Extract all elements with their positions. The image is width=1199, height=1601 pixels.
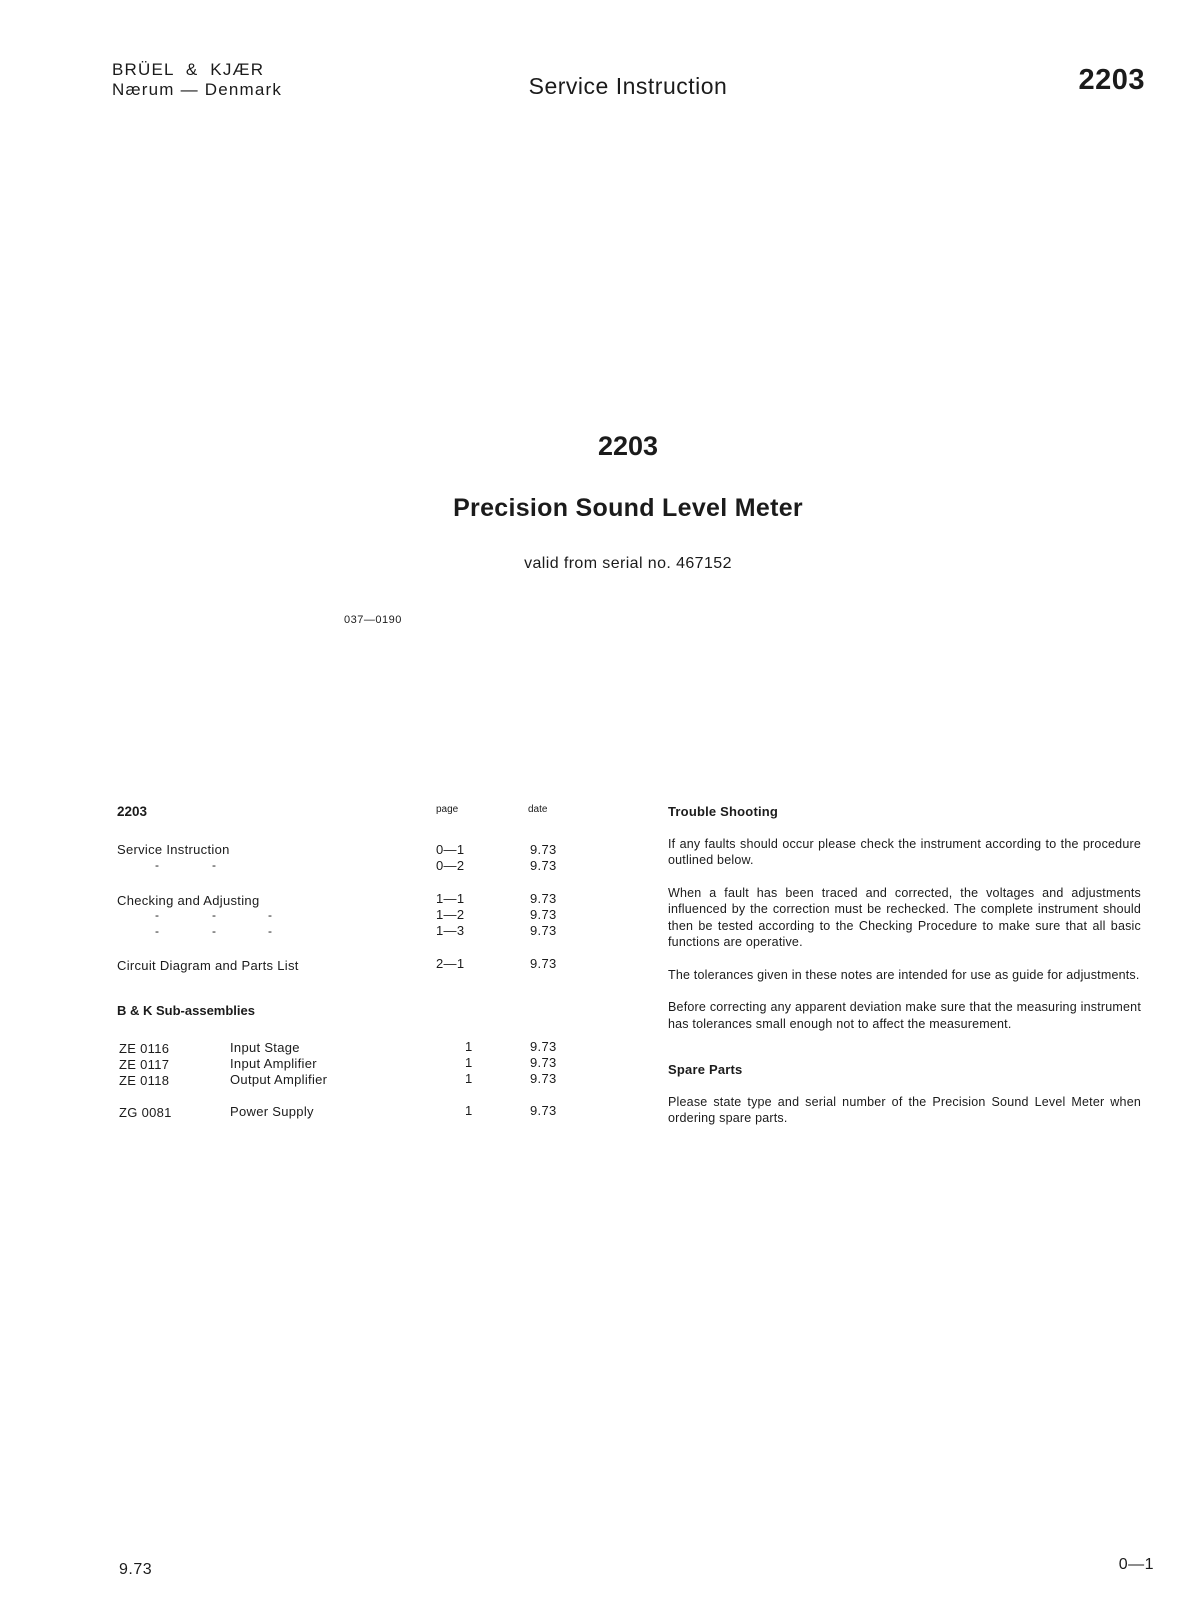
toc-page: 1—1: [436, 891, 465, 906]
toc-date: 9.73: [530, 1103, 557, 1118]
trouble-shooting-paragraph: If any faults should occur please check the instrument according to the procedure outlined below.: [668, 836, 1141, 867]
subassembly-name: Input Stage: [230, 1040, 300, 1055]
toc-date: 9.73: [530, 923, 557, 938]
toc-ditto-mark: -: [155, 858, 159, 872]
toc-page: 1: [465, 1103, 473, 1118]
serial-validity: valid from serial no. 467152: [524, 555, 732, 572]
toc-page: 1: [465, 1071, 473, 1086]
toc-col-page: page: [436, 804, 459, 815]
toc-item-checking-adjusting: Checking and Adjusting: [117, 893, 260, 908]
toc-item-service-instruction: Service Instruction: [117, 842, 230, 857]
trouble-shooting-paragraph: The tolerances given in these notes are intended for use as guide for adjustments.: [668, 967, 1140, 982]
document-number: 037—0190: [344, 614, 402, 626]
main-product-name: Precision Sound Level Meter: [453, 494, 803, 522]
spare-parts-paragraph: Please state type and serial number of the Precision Sound Level Meter when ordering spare parts.: [668, 1094, 1141, 1125]
header-title: Service Instruction: [528, 73, 728, 99]
toc-date: 9.73: [530, 891, 557, 906]
toc-heading: 2203: [117, 804, 148, 819]
toc-ditto-mark: -: [212, 858, 216, 872]
footer-page-number: 0—1: [1118, 1556, 1154, 1573]
toc-date: 9.73: [530, 1071, 557, 1086]
toc-date: 9.73: [530, 858, 557, 873]
toc-date: 9.73: [530, 842, 557, 857]
subassembly-name: Input Amplifier: [230, 1056, 317, 1071]
subassembly-code: ZE 0118: [119, 1073, 170, 1088]
toc-page: 1—3: [436, 923, 465, 938]
subassembly-name: Output Amplifier: [230, 1072, 328, 1087]
toc-ditto-mark: -: [155, 924, 159, 938]
toc-ditto-mark: -: [155, 908, 159, 922]
toc-date: 9.73: [530, 956, 557, 971]
toc-item-circuit-diagram: Circuit Diagram and Parts List: [117, 958, 299, 973]
toc-col-date: date: [528, 804, 548, 815]
toc-ditto-mark: -: [212, 908, 216, 922]
trouble-shooting-paragraph: Before correcting any apparent deviation make sure that the measuring instrument has tolerances small enough not to affect the measurement.: [668, 1000, 1141, 1031]
company-name: BRÜEL & KJÆR: [112, 60, 265, 79]
subassembly-code: ZE 0117: [119, 1057, 170, 1072]
toc-page: 2—1: [436, 956, 465, 971]
main-model-number: 2203: [597, 431, 659, 461]
trouble-shooting-section: [668, 804, 1141, 1127]
company-location: Nærum — Denmark: [112, 80, 283, 99]
footer-date: 9.73: [119, 1561, 153, 1578]
toc-page: 1: [465, 1039, 473, 1054]
spare-parts-heading: Spare Parts: [668, 1062, 743, 1077]
toc-page: 1—2: [436, 907, 465, 922]
toc-date: 9.73: [530, 1039, 557, 1054]
trouble-shooting-heading: Trouble Shooting: [668, 804, 779, 819]
toc-date: 9.73: [530, 907, 557, 922]
trouble-shooting-paragraph: When a fault has been traced and corrected, the voltages and adjustments influenced by the correction must be rechecked. The complete instrument should then be tested according to the Checking Procedure to make sure that all basic functions are operative.: [668, 885, 1141, 949]
toc-ditto-mark: -: [268, 924, 272, 938]
toc-subassemblies-heading: B & K Sub-assemblies: [117, 1003, 255, 1018]
toc-page: 0—1: [436, 842, 465, 857]
toc-ditto-mark: -: [212, 924, 216, 938]
subassembly-code: ZE 0116: [119, 1041, 170, 1056]
toc-page: 0—2: [436, 858, 465, 873]
toc-ditto-mark: -: [268, 908, 272, 922]
subassembly-code: ZG 0081: [119, 1105, 172, 1120]
subassembly-name: Power Supply: [230, 1104, 314, 1119]
toc-date: 9.73: [530, 1055, 557, 1070]
header-model-number: 2203: [1078, 64, 1145, 96]
toc-page: 1: [465, 1055, 473, 1070]
